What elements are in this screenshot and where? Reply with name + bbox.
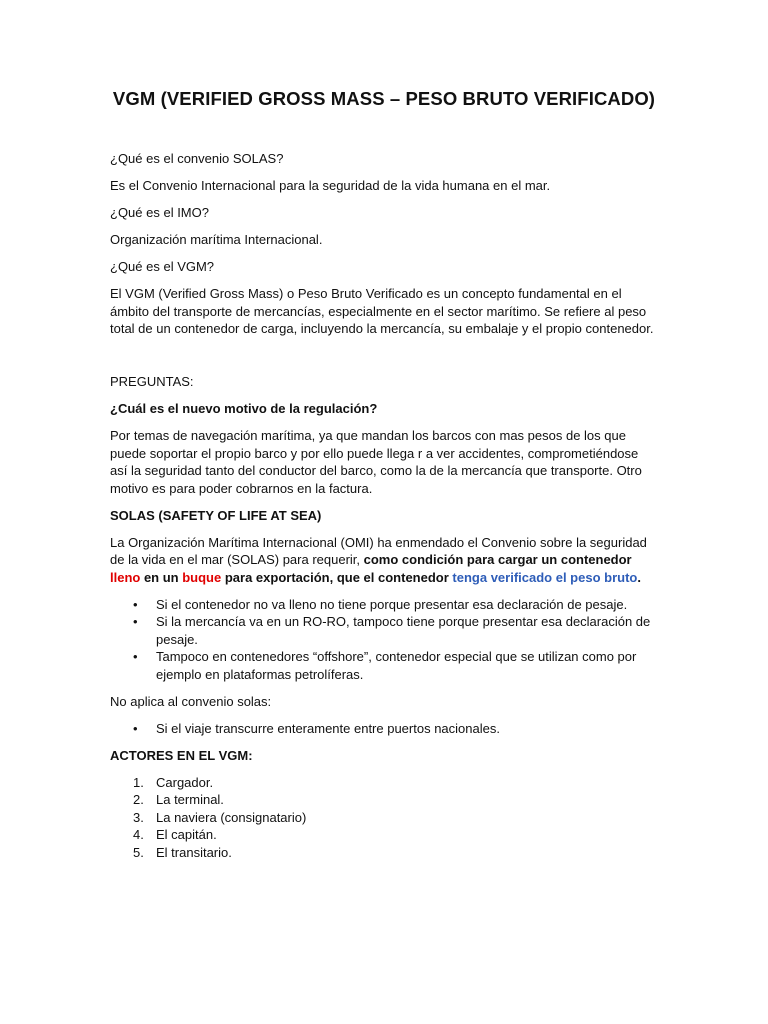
list-item [110, 774, 658, 792]
preguntas-label: PREGUNTAS: [110, 374, 194, 389]
list-item [110, 648, 658, 683]
highlight-peso-bruto: tenga verificado el peso bruto [452, 569, 638, 585]
solas-condition-text-2: en un [140, 569, 183, 585]
solas-period: . [637, 569, 641, 585]
no-aplica-label: No aplica al convenio solas: [110, 693, 272, 709]
document-title: VGM (VERIFIED GROSS MASS – PESO BRUTO VERIFICADO) [112, 88, 656, 109]
list-item-text: Si el viaje transcurre enteramente entre puertos nacionales. [156, 720, 500, 736]
actores-list [110, 774, 658, 862]
list-item-text: La naviera (consignatario) [156, 809, 307, 825]
question-imo: ¿Qué es el IMO? [110, 205, 209, 220]
actores-heading: ACTORES EN EL VGM: [110, 747, 253, 763]
list-item-text: El transitario. [156, 844, 232, 860]
regulation-question: ¿Cuál es el nuevo motivo de la regulación? [110, 401, 378, 416]
list-item-text: Tampoco en contenedores “offshore”, contenedor especial que se utilizan como por ejemplo en plataformas petrolíferas. [156, 649, 637, 682]
answer-imo: Organización marítima Internacional. [110, 232, 323, 247]
highlight-buque: buque [182, 569, 222, 585]
solas-text: La Organización Marítima Internacional (OMI) ha enmendado el Convenio sobre la seguridad de la vida en el mar (SOLAS) para requerir, [110, 534, 647, 567]
list-item-text: Si el contenedor no va lleno no tiene porque presentar esa declaración de pesaje. [156, 596, 628, 612]
list-item [110, 809, 658, 827]
list-item [110, 720, 658, 738]
list-item [110, 596, 658, 614]
bullet-icon: • [133, 614, 138, 629]
solas-condition-text: como condición para cargar un contenedor [363, 552, 632, 567]
solas-condition-text-3: para exportación, que el contenedor [221, 569, 453, 585]
bullet-icon: • [133, 649, 138, 664]
list-item [110, 826, 658, 844]
regulation-answer: Por temas de navegación marítima, ya que mandan los barcos con mas pesos de los que puede soportar el propio barco y por ello puede llega r a ver accidentes, comprometiéndose así la seguridad tanto del conductor del barco, como la de la mercancía que transporte. Otro motivo es para poder cobrarnos en la factura. [110, 428, 642, 496]
solas-heading: SOLAS (SAFETY OF LIFE AT SEA) [110, 507, 322, 523]
solas-exceptions-list [110, 596, 658, 684]
list-item-text: El capitán. [156, 827, 217, 842]
no-aplica-list [110, 720, 658, 738]
list-number: 1. [133, 774, 144, 790]
question-vgm: ¿Qué es el VGM? [110, 259, 215, 274]
highlight-lleno: lleno [110, 569, 141, 585]
question-solas: ¿Qué es el convenio SOLAS? [110, 151, 284, 166]
spacer [110, 347, 658, 373]
answer-solas: Es el Convenio Internacional para la seguridad de la vida humana en el mar. [110, 178, 551, 193]
list-item [110, 791, 658, 809]
list-number: 5. [133, 844, 144, 860]
solas-paragraph [110, 534, 658, 587]
answer-vgm: El VGM (Verified Gross Mass) o Peso Bruto Verificado es un concepto fundamental en el ámbito del transporte de mercancías, especialmente en el sector marítimo. Se refiere al peso total de un contenedor de carga, incluyendo la mercancía, su embalaje y el propio contenedor. [110, 286, 654, 336]
list-item-text: Si la mercancía va en un RO-RO, tampoco tiene porque presentar esa declaración de pesaje. [156, 614, 651, 647]
list-item-text: La terminal. [156, 792, 224, 807]
list-item [110, 613, 658, 648]
list-item [110, 844, 658, 862]
bullet-icon: • [133, 720, 138, 736]
list-number: 4. [133, 827, 144, 842]
list-item-text: Cargador. [156, 774, 214, 790]
document-body [110, 150, 658, 861]
bullet-icon: • [133, 596, 138, 612]
list-number: 3. [133, 809, 144, 825]
list-number: 2. [133, 792, 144, 807]
